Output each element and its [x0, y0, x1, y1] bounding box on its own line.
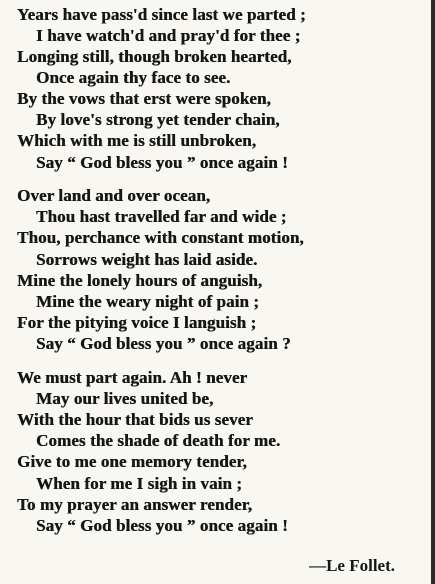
poem-line: Which with me is still unbroken, [17, 131, 257, 150]
poem-line: Say “ God bless you ” once again ! [36, 516, 288, 535]
poem-line: For the pitying voice I languish ; [17, 313, 257, 332]
poem-line: Over land and over ocean, [17, 186, 211, 205]
poem-line: Mine the weary night of pain ; [36, 292, 260, 311]
poem-line: With the hour that bids us sever [17, 410, 253, 429]
poem-line: Say “ God bless you ” once again ? [36, 334, 291, 353]
poem-line: We must part again. Ah ! never [17, 368, 248, 387]
poem-line: Once again thy face to see. [36, 68, 231, 87]
poem-line: Thou hast travelled far and wide ; [36, 207, 287, 226]
poem-line: Say “ God bless you ” once again ! [36, 153, 288, 172]
poem-line: May our lives united be, [36, 389, 214, 408]
attribution: —Le Follet. [309, 556, 395, 575]
poem-line: By love's strong yet tender chain, [36, 110, 280, 129]
poem-line: When for me I sigh in vain ; [36, 474, 243, 493]
poem-line: By the vows that erst were spoken, [17, 89, 271, 108]
poem-line: Longing still, though broken hearted, [17, 47, 292, 66]
poem-line: Mine the lonely hours of anguish, [17, 271, 263, 290]
poem-line: Years have pass'd since last we parted ; [17, 5, 306, 24]
poem-line: Comes the shade of death for me. [36, 431, 281, 450]
poem-line: Sorrows weight has laid aside. [36, 250, 258, 269]
poem-line: To my prayer an answer render, [17, 495, 253, 514]
poem-line: Thou, perchance with constant motion, [17, 228, 304, 247]
poem-line: I have watch'd and pray'd for thee ; [36, 26, 301, 45]
column-rule [431, 0, 435, 584]
poem-line: Give to me one memory tender, [17, 452, 247, 471]
